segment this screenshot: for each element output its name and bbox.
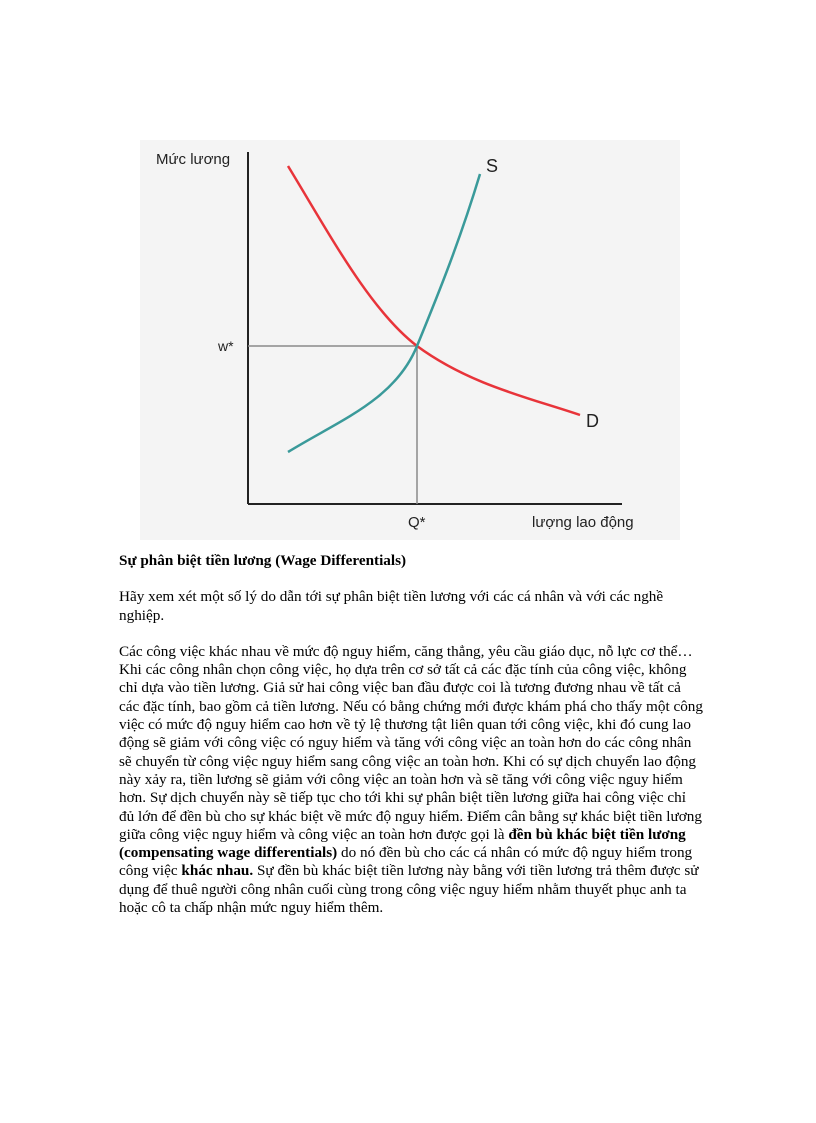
compensating-wage-differentials-term: đền bù khác biệt tiền lương (compensating wage differentials) — [119, 825, 686, 862]
paragraph-main-bold-end: khác nhau. — [181, 862, 254, 880]
paragraph-intro: Hãy xem xét một số lý do dẫn tới sự phân biệt tiền lương với các cá nhân và với các nghề nghiệp. — [119, 588, 664, 624]
y-axis-label: Mức lương — [156, 151, 231, 168]
supply-demand-figure — [140, 140, 680, 540]
supply-label: S — [486, 156, 499, 176]
paragraph-main-part-c: do nó đền bù cho các cá nhân có mức độ nguy hiểm trong công việc — [119, 844, 693, 880]
demand-curve — [288, 166, 580, 415]
demand-label: D — [586, 411, 599, 431]
supply-demand-diagram — [140, 140, 680, 540]
paragraph-main — [119, 643, 704, 917]
paragraph-main-part-a: Các công việc khác nhau về mức độ nguy hiểm, căng thẳng, yêu cầu giáo dục, nỗ lực cơ thể…Khi các công nhân chọn công việc, họ dựa trên cơ sở tất cả các đặc tính của công việc, không chỉ dựa vào tiền lương. Giả sử hai công việc ban đầu được coi là tương đương nhau về tất cả các đặc tính, bao gồm cả tiền lương. Nếu có bằng chứng mới được khám phá cho thấy một công việc có mức độ nguy hiểm cao hơn về tỷ lệ thương tật liên quan tới công việc, khi đó cung lao động sẽ giảm với công việc có nguy hiểm và tăng với công việc an toàn hơn do các công nhân sẽ chuyển từ công việc nguy hiểm sang công việc an toàn hơn. Khi có sự dịch chuyển lao động này xảy ra, tiền lương sẽ giảm với công việc an toàn hơn và sẽ tăng với công việc nguy hiểm hơn. Sự dịch chuyển này sẽ tiếp tục cho tới khi sự phân biệt tiền lương giữa hai công việc chỉ đủ lớn để đền bù cho sự khác biệt về mức độ nguy hiểm. Điểm cân bằng sự khác biệt tiền lương giữa công việc nguy hiểm và công việc an toàn hơn được gọi là — [119, 642, 703, 843]
section-heading: Sự phân biệt tiền lương (Wage Differentials) — [119, 552, 407, 569]
quantity-equilibrium-label: Q* — [408, 514, 426, 531]
paragraph-main-part-e: Sự đền bù khác biệt tiền lương này bằng với tiền lương trả thêm được sử dụng để thuê người công nhân cuối cùng trong công việc nguy hiểm nhằm thuyết phục anh ta hoặc cô ta chấp nhận mức nguy hiểm thêm. — [119, 862, 699, 917]
wage-equilibrium-label: w* — [218, 338, 234, 354]
x-axis-label: lượng lao động — [532, 514, 634, 531]
article-body — [119, 552, 704, 935]
